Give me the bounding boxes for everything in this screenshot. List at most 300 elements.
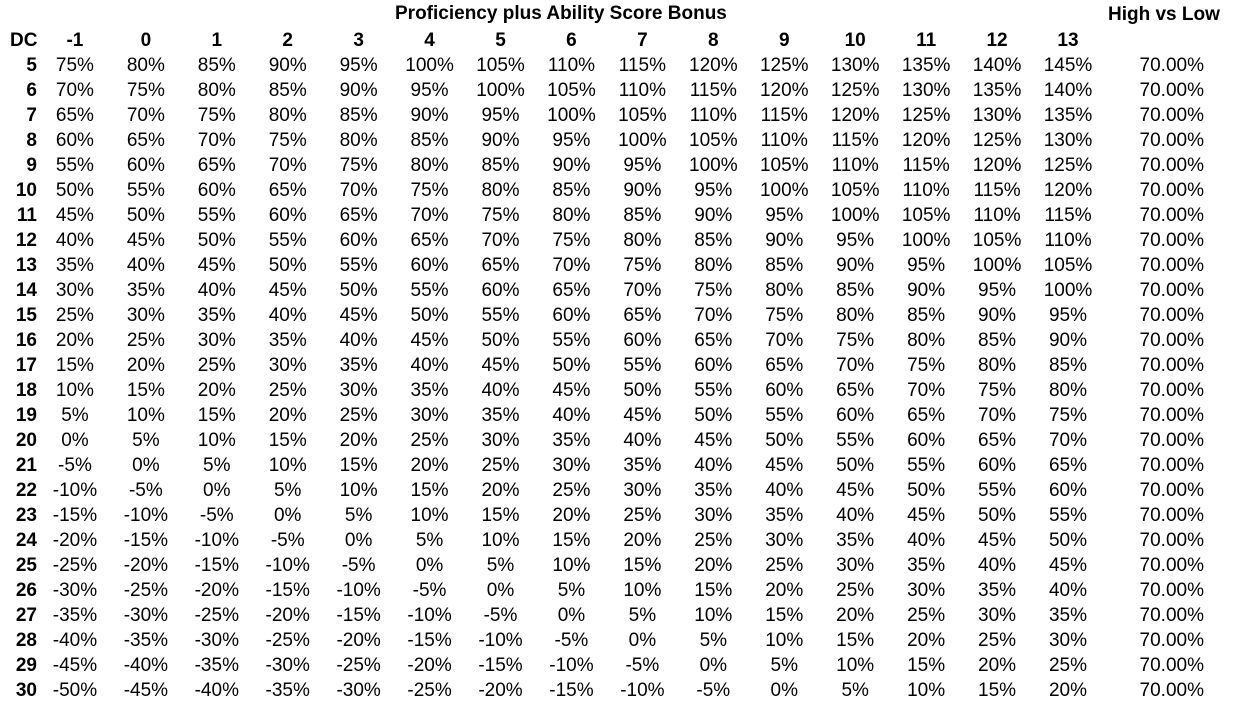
percent-cell: -10% [336,580,381,601]
percent-cell: 30% [55,280,94,301]
percent-cell: 90% [481,130,520,151]
table-body [0,53,1242,703]
percent-cell: -45% [123,680,169,701]
percent-cell: 5% [770,655,798,676]
dc-cell: 17 [15,355,37,376]
percent-cell: 5% [699,630,728,651]
percent-cell: 35% [410,380,449,401]
percent-cell: 45% [339,305,378,326]
percent-cell: 85% [694,230,733,251]
percent-cell: -25% [123,580,169,601]
percent-cell: 25% [126,330,165,351]
table-row [0,228,1242,253]
percent-cell: -35% [52,605,98,626]
dc-cell: 13 [15,255,37,276]
percent-cell: 55% [552,330,591,351]
percent-cell: 35% [481,405,520,426]
percent-cell: 40% [481,380,520,401]
percent-cell: 60% [1048,480,1088,501]
bonus-header: 6 [566,30,577,51]
percent-cell: 105% [618,105,667,126]
dc-cell: 10 [15,180,37,201]
percent-cell: 75% [197,105,236,126]
dc-cell: 14 [15,280,37,301]
bonus-header: 12 [986,30,1008,51]
percent-cell: 20% [197,380,236,401]
percent-cell: 85% [410,130,449,151]
percent-cell: 80% [907,330,946,351]
percent-cell: 30% [978,605,1017,626]
percent-cell: 145% [1043,55,1093,76]
percent-cell: -50% [52,680,98,701]
percent-cell: 95% [1048,305,1088,326]
percent-cell: 60% [623,330,662,351]
percent-cell: -15% [265,580,310,601]
percent-cell: -40% [123,655,169,676]
percent-cell: 0% [486,580,515,601]
percent-cell: 45% [907,505,946,526]
percent-cell: 50% [552,355,591,376]
percent-cell: 95% [552,130,591,151]
percent-cell: 0% [61,430,89,451]
percent-cell: 25% [268,380,307,401]
percent-cell: 15% [268,430,307,451]
percent-cell: 25% [765,555,804,576]
percent-cell: 15% [765,605,804,626]
percent-cell: 0% [344,530,373,551]
table-row [0,603,1242,628]
table-row [0,203,1242,228]
percent-cell: 40% [623,430,662,451]
high-vs-low-cell: 70.00% [1139,555,1204,576]
percent-cell: 50% [197,230,236,251]
percent-cell: 90% [836,255,875,276]
percent-cell: 30% [339,380,378,401]
dc-cell: 21 [15,455,37,476]
percent-cell: -20% [407,655,452,676]
percent-cell: 140% [1043,80,1093,101]
percent-cell: 30% [623,480,662,501]
percent-cell: 20% [552,505,591,526]
percent-cell: 45% [765,455,804,476]
percent-cell: 35% [836,530,875,551]
percent-cell: 90% [268,55,307,76]
percent-cell: 45% [55,205,94,226]
percent-cell: 15% [197,405,236,426]
percent-cell: 80% [623,230,662,251]
table-row [0,578,1242,603]
table-row [0,653,1242,678]
percent-cell: 105% [901,205,951,226]
bonus-header: 0 [140,30,152,51]
percent-cell: 50% [410,305,449,326]
percent-cell: 40% [126,255,165,276]
percent-cell: 40% [694,455,733,476]
percent-cell: 25% [197,355,236,376]
percent-cell: 45% [268,280,307,301]
table-row [0,253,1242,278]
table-row [0,53,1242,78]
percent-cell: -40% [52,630,98,651]
percent-cell: 60% [268,205,307,226]
percent-cell: 70% [410,205,449,226]
percent-cell: 30% [1048,630,1088,651]
table-row [0,528,1242,553]
percent-cell: 15% [694,580,733,601]
percent-cell: 75% [552,230,591,251]
percent-cell: 10% [836,655,875,676]
dc-cell: 16 [15,330,37,351]
percent-cell: 75% [623,255,662,276]
percent-cell: -15% [194,555,239,576]
percent-cell: -35% [123,630,169,651]
percent-cell: 70% [126,105,165,126]
percent-cell: 10% [694,605,733,626]
percent-cell: 25% [410,430,449,451]
percent-cell: 55% [339,255,378,276]
percent-cell: 55% [623,355,662,376]
table-row [0,278,1242,303]
percent-cell: -15% [52,505,98,526]
percent-cell: 55% [765,405,804,426]
percent-cell: -5% [625,655,660,676]
percent-cell: 65% [410,230,449,251]
percent-cell: 0% [628,630,657,651]
high-vs-low-cell: 70.00% [1139,105,1204,126]
percent-cell: -10% [194,530,239,551]
dc-cell: 22 [15,480,37,501]
percent-cell: 105% [547,80,596,101]
percent-cell: 70% [907,380,946,401]
percent-cell: 85% [481,155,520,176]
percent-cell: 0% [699,655,728,676]
table-row [0,103,1242,128]
percent-cell: 25% [694,530,733,551]
percent-cell: 5% [61,405,89,426]
percent-cell: 45% [410,330,449,351]
percent-cell: 105% [476,55,525,76]
percent-cell: 50% [907,480,946,501]
percent-cell: 45% [126,230,165,251]
percent-cell: 75% [55,55,94,76]
percent-cell: 15% [978,680,1017,701]
table-row [0,128,1242,153]
percent-cell: 95% [978,280,1017,301]
dc-cell: 7 [26,105,37,126]
high-vs-low-header: High vs Low [1108,4,1220,25]
percent-cell: 50% [1048,530,1088,551]
percent-cell: 5% [415,530,444,551]
percent-cell: 25% [623,505,662,526]
percent-cell: 50% [339,280,378,301]
percent-cell: -10% [265,555,310,576]
percent-cell: 90% [339,80,378,101]
percent-cell: 100% [547,105,596,126]
percent-cell: 15% [907,655,946,676]
percent-cell: 15% [481,505,520,526]
percent-cell: 20% [268,405,307,426]
high-vs-low-cell: 70.00% [1139,680,1204,701]
percent-cell: 35% [1048,605,1088,626]
percent-cell: 5% [841,680,869,701]
percent-cell: 70% [836,355,875,376]
bonus-header: 2 [282,30,293,51]
high-vs-low-cell: 70.00% [1139,430,1204,451]
table-row [0,328,1242,353]
dc-cell: 15 [15,305,37,326]
percent-cell: 45% [978,530,1017,551]
high-vs-low-cell: 70.00% [1139,305,1204,326]
percent-cell: 20% [481,480,520,501]
percent-cell: 20% [339,430,378,451]
percent-cell: 125% [1043,155,1093,176]
percent-cell: -5% [412,580,447,601]
percent-cell: 75% [1048,405,1088,426]
percent-cell: 100% [1043,280,1093,301]
percent-cell: -30% [194,630,239,651]
percent-cell: 85% [907,305,946,326]
percent-cell: 115% [973,180,1021,201]
percent-cell: 100% [901,230,951,251]
bonus-header: 7 [637,30,648,51]
percent-cell: 10% [268,455,307,476]
percent-cell: 5% [557,580,586,601]
percent-cell: 35% [907,555,946,576]
percent-cell: 75% [339,155,378,176]
high-vs-low-cell: 70.00% [1139,155,1204,176]
percent-cell: 130% [1043,130,1093,151]
dc-cell: 29 [15,655,37,676]
percent-cell: -25% [336,655,381,676]
high-vs-low-cell: 70.00% [1139,205,1204,226]
percent-cell: 100% [830,205,880,226]
percent-cell: 25% [907,605,946,626]
dc-cell: 5 [26,55,37,76]
high-vs-low-cell: 70.00% [1139,330,1204,351]
percent-cell: 110% [547,55,596,76]
percent-cell: 50% [765,430,804,451]
percent-cell: 110% [902,180,950,201]
percent-cell: 110% [973,205,1021,226]
percent-cell: 10% [481,530,520,551]
table-row [0,678,1242,703]
percent-cell: 50% [55,180,94,201]
percent-cell: 40% [410,355,449,376]
percent-cell: 80% [339,130,378,151]
percent-cell: 5% [203,455,231,476]
percent-cell: 125% [972,130,1022,151]
high-vs-low-cell: 70.00% [1139,355,1204,376]
percent-cell: -15% [549,680,594,701]
table-title: Proficiency plus Ability Score Bonus [395,3,727,24]
percent-cell: 35% [339,355,378,376]
percent-cell: 25% [1048,655,1088,676]
percent-cell: 120% [830,105,880,126]
percent-cell: 40% [268,305,307,326]
dc-cell: 25 [15,555,37,576]
bonus-header: 5 [495,30,506,51]
percent-cell: -15% [407,630,452,651]
percent-cell: 85% [978,330,1017,351]
percent-cell: 100% [689,155,738,176]
percent-cell: 25% [552,480,591,501]
percent-cell: 55% [978,480,1017,501]
bonus-header: 3 [353,30,364,51]
percent-cell: 65% [1048,455,1088,476]
percent-cell: 65% [552,280,591,301]
percent-cell: 65% [694,330,733,351]
percent-cell: 90% [623,180,662,201]
percent-cell: -10% [407,605,452,626]
percent-cell: 95% [410,80,449,101]
percent-cell: -30% [336,680,381,701]
bonus-header: 9 [778,30,790,51]
table-row [0,178,1242,203]
percent-cell: 55% [126,180,165,201]
high-vs-low-cell: 70.00% [1139,505,1204,526]
percent-cell: 60% [55,130,94,151]
percent-cell: 95% [481,105,520,126]
percent-cell: 60% [978,455,1017,476]
percent-cell: 40% [1048,580,1088,601]
percent-cell: 100% [759,180,809,201]
percent-cell: 30% [836,555,875,576]
high-vs-low-cell: 70.00% [1139,480,1204,501]
percent-cell: 125% [830,80,880,101]
bonus-header: 1 [211,30,223,51]
percent-cell: 15% [126,380,165,401]
table-row [0,153,1242,178]
percent-cell: 15% [410,480,449,501]
percent-cell: 30% [765,530,804,551]
percent-cell: 0% [203,480,231,501]
percent-cell: -5% [199,505,234,526]
percent-cell: 65% [339,205,378,226]
percent-cell: 90% [1048,330,1088,351]
percent-cell: 75% [268,130,307,151]
percent-cell: 95% [907,255,946,276]
percent-cell: 70% [339,180,378,201]
percent-cell: 20% [978,655,1017,676]
percent-cell: 85% [552,180,591,201]
percent-cell: 70% [55,80,94,101]
percent-cell: 50% [694,405,733,426]
percent-cell: 60% [197,180,236,201]
table-row [0,503,1242,528]
percent-cell: 90% [907,280,946,301]
percent-cell: 10% [907,680,946,701]
percent-cell: 0% [557,605,586,626]
table-row [0,353,1242,378]
percent-cell: 75% [907,355,946,376]
percent-cell: 35% [623,455,662,476]
percent-cell: -20% [52,530,98,551]
percent-cell: 120% [759,80,809,101]
high-vs-low-cell: 70.00% [1139,655,1204,676]
table-row [0,453,1242,478]
percent-cell: -30% [265,655,310,676]
percent-cell: 80% [1048,380,1088,401]
percent-cell: 70% [1048,430,1088,451]
percent-cell: 10% [197,430,236,451]
high-vs-low-cell: 70.00% [1139,530,1204,551]
percent-cell: 5% [486,555,515,576]
probability-table [0,28,1242,703]
percent-cell: 5% [628,605,657,626]
percent-cell: 35% [978,580,1017,601]
percent-cell: 80% [481,180,520,201]
percent-cell: 55% [197,205,236,226]
percent-cell: -5% [554,630,589,651]
bonus-header: 4 [424,30,435,51]
percent-cell: 60% [126,155,165,176]
percent-cell: 40% [552,405,591,426]
percent-cell: 20% [410,455,449,476]
percent-cell: 90% [410,105,449,126]
percent-cell: 55% [55,155,94,176]
percent-cell: -20% [123,555,169,576]
percent-cell: 10% [55,380,94,401]
percent-cell: 15% [339,455,378,476]
percent-cell: -20% [336,630,381,651]
percent-cell: 95% [623,155,662,176]
percent-cell: 100% [972,255,1022,276]
percent-cell: 95% [765,205,804,226]
percent-cell: 25% [978,630,1017,651]
percent-cell: -40% [194,680,239,701]
high-vs-low-cell: 70.00% [1139,280,1204,301]
percent-cell: 10% [339,480,378,501]
percent-cell: -25% [194,605,239,626]
percent-cell: 70% [197,130,236,151]
percent-cell: 110% [831,155,879,176]
percent-cell: 25% [481,455,520,476]
percent-cell: 5% [344,505,373,526]
percent-cell: 20% [907,630,946,651]
percent-cell: 25% [339,405,378,426]
percent-cell: -10% [620,680,665,701]
percent-cell: -20% [478,680,523,701]
percent-cell: 115% [760,105,808,126]
dc-cell: 26 [15,580,37,601]
percent-cell: 45% [197,255,236,276]
percent-cell: 40% [978,555,1017,576]
percent-cell: 20% [1048,680,1088,701]
percent-cell: 30% [552,455,591,476]
percent-cell: 100% [405,55,454,76]
percent-cell: 115% [902,155,950,176]
percent-cell: 65% [481,255,520,276]
dc-cell: 28 [15,630,37,651]
percent-cell: -30% [123,605,169,626]
dc-cell: 30 [15,680,37,701]
header-row [0,28,1242,53]
percent-cell: -15% [336,605,381,626]
high-vs-low-cell: 70.00% [1139,405,1204,426]
high-vs-low-cell: 70.00% [1139,380,1204,401]
percent-cell: 30% [907,580,946,601]
percent-cell: 70% [765,330,804,351]
percent-cell: 70% [481,230,520,251]
percent-cell: 105% [689,130,738,151]
percent-cell: 70% [552,255,591,276]
percent-cell: 55% [481,305,520,326]
percent-cell: 25% [836,580,875,601]
percent-cell: 45% [694,430,733,451]
percent-cell: 55% [1048,505,1088,526]
dc-cell: 27 [15,605,37,626]
percent-cell: 90% [765,230,804,251]
